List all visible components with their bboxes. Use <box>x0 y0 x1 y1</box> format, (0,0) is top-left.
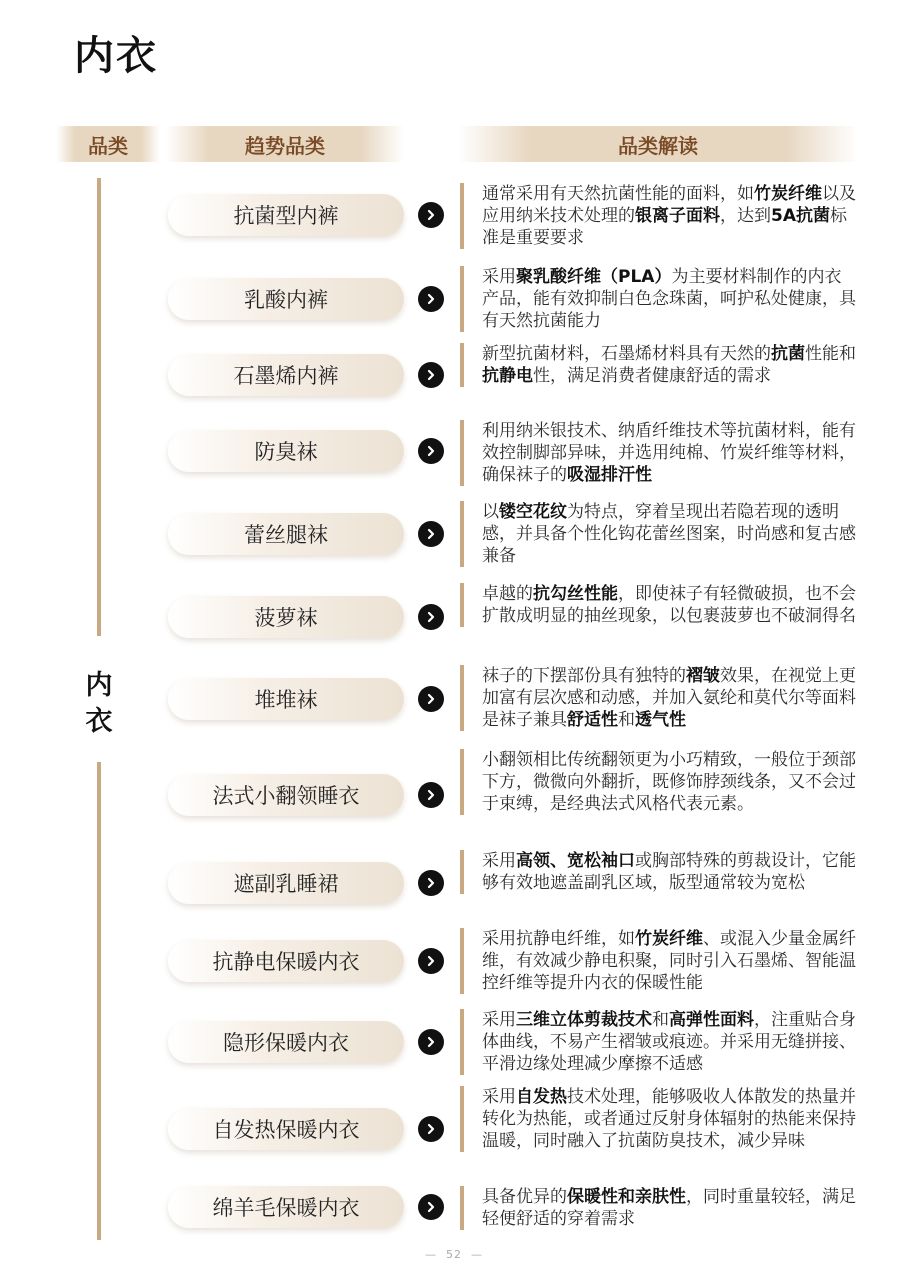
interpretation-text <box>460 343 856 387</box>
arrow-right-icon <box>418 1116 444 1142</box>
interpretation-text <box>460 749 856 815</box>
interpretation-text <box>460 1086 856 1152</box>
interpretation-text <box>460 501 856 567</box>
trend-item: 绵羊毛保暖内衣 <box>168 1186 404 1228</box>
arrow-right-icon <box>418 521 444 547</box>
arrow-right-icon <box>418 948 444 974</box>
category-line-top <box>97 178 101 636</box>
highlight-text: 自发热 <box>516 1087 567 1107</box>
highlight-text: 褶皱 <box>686 666 720 686</box>
text-segment: 卓越的 <box>482 584 533 604</box>
interpretation-text <box>460 928 856 994</box>
interpretation-text <box>460 1009 856 1075</box>
text-segment: 袜子的下摆部份具有独特的 <box>482 666 686 686</box>
trend-item: 抗菌型内裤 <box>168 194 404 236</box>
arrow-right-icon <box>418 362 444 388</box>
highlight-text: 银离子面料 <box>635 206 720 226</box>
highlight-text: 透气性 <box>635 710 686 730</box>
interpretation-text <box>460 1186 856 1230</box>
text-segment: 或胸部特殊的剪裁设计，它能够有效地遮盖副乳区域，版型通常较为宽松 <box>482 851 856 893</box>
interpretation-text <box>460 420 856 486</box>
text-segment: 以及应用纳米技术处理的 <box>482 184 856 226</box>
text-segment: 和 <box>618 710 635 730</box>
arrow-right-icon <box>418 1029 444 1055</box>
highlight-text: 镂空花纹 <box>499 502 567 522</box>
text-segment: 技术处理，能够吸收人体散发的热量并转化为热能，或者通过反射身体辐射的热能来保持温暖，同时融入了抗菌防臭技术，减少异味 <box>482 1087 856 1151</box>
arrow-right-icon <box>418 1194 444 1220</box>
text-segment: 采用 <box>482 851 516 871</box>
trend-item: 法式小翻领睡衣 <box>168 774 404 816</box>
arrow-right-icon <box>418 782 444 808</box>
interpretation-text <box>460 665 856 731</box>
highlight-text: 聚乳酸纤维（PLA） <box>516 267 672 287</box>
category-line-bottom <box>97 762 101 1240</box>
text-segment: 为主要材料制作的内衣产品，能有效抑制白色念珠菌，呵护私处健康，具有天然抗菌能力 <box>482 267 856 331</box>
arrow-right-icon <box>418 686 444 712</box>
page-footer: — 52 — <box>425 1248 483 1261</box>
arrow-right-icon <box>418 286 444 312</box>
text-segment: 通常采用有天然抗菌性能的面料，如 <box>482 184 754 204</box>
text-segment: 新型抗菌材料，石墨烯材料具有天然的 <box>482 344 771 364</box>
text-segment: ，同时重量较轻，满足轻便舒适的穿着需求 <box>482 1187 856 1229</box>
highlight-text: 抗勾丝性能 <box>533 584 618 604</box>
trend-item: 菠萝袜 <box>168 596 404 638</box>
trend-item: 乳酸内裤 <box>168 278 404 320</box>
text-segment: 具备优异的 <box>482 1187 567 1207</box>
highlight-text: 舒适性 <box>567 710 618 730</box>
highlight-text: 三维立体剪裁技术 <box>516 1010 652 1030</box>
trend-item: 抗静电保暖内衣 <box>168 940 404 982</box>
text-segment: 采用 <box>482 267 516 287</box>
text-segment: 采用抗静电纤维，如 <box>482 929 635 949</box>
text-segment: ，注重贴合身体曲线，不易产生褶皱或痕迹。并采用无缝拼接、平滑边缘处理减少摩擦不适感 <box>482 1010 856 1074</box>
interpretation-text <box>460 183 856 249</box>
header-category: 品类 <box>56 126 160 162</box>
header-interpretation: 品类解读 <box>458 126 858 162</box>
highlight-text: 抗菌 <box>771 344 805 364</box>
text-segment: ，达到 <box>720 206 771 226</box>
text-segment: 利用纳米银技术、纳盾纤维技术等抗菌材料，能有效控制脚部异味，并选用纯棉、竹炭纤维等材料，确保袜子的 <box>482 421 856 485</box>
arrow-right-icon <box>418 202 444 228</box>
category-label: 内衣 <box>85 670 113 737</box>
text-segment: 性能和 <box>805 344 856 364</box>
interpretation-text <box>460 850 856 894</box>
trend-item: 堆堆袜 <box>168 678 404 720</box>
trend-item: 遮副乳睡裙 <box>168 862 404 904</box>
text-segment: 以 <box>482 502 499 522</box>
highlight-text: 高领、宽松袖口 <box>516 851 635 871</box>
trend-item: 蕾丝腿袜 <box>168 513 404 555</box>
text-segment: 性，满足消费者健康舒适的需求 <box>533 366 771 386</box>
text-segment: 为特点，穿着呈现出若隐若现的透明感，并具备个性化钩花蕾丝图案，时尚感和复古感兼备 <box>482 502 856 566</box>
header-trend: 趋势品类 <box>166 126 404 162</box>
trend-item: 自发热保暖内衣 <box>168 1108 404 1150</box>
arrow-right-icon <box>418 870 444 896</box>
arrow-right-icon <box>418 438 444 464</box>
trend-item: 隐形保暖内衣 <box>168 1021 404 1063</box>
highlight-text: 5A抗菌 <box>771 206 830 226</box>
text-segment: 小翻领相比传统翻领更为小巧精致，一般位于颈部下方，微微向外翻折，既修饰脖颈线条，又不会过于束缚，是经典法式风格代表元素。 <box>482 750 856 814</box>
text-segment: 、或混入少量金属纤维，有效减少静电积聚，同时引入石墨烯、智能温控纤维等提升内衣的保暖性能 <box>482 929 856 993</box>
interpretation-text <box>460 266 856 332</box>
trend-item: 防臭袜 <box>168 430 404 472</box>
text-segment: 采用 <box>482 1087 516 1107</box>
highlight-text: 吸湿排汗性 <box>567 465 652 485</box>
highlight-text: 竹炭纤维 <box>635 929 703 949</box>
text-segment: ，即使袜子有轻微破损，也不会扩散成明显的抽丝现象，以包裹菠萝也不破洞得名 <box>482 584 856 626</box>
highlight-text: 抗静电 <box>482 366 533 386</box>
highlight-text: 保暖性和亲肤性 <box>567 1187 686 1207</box>
text-segment: 和 <box>652 1010 669 1030</box>
page-title: 内衣 <box>74 32 158 79</box>
highlight-text: 高弹性面料 <box>669 1010 754 1030</box>
highlight-text: 竹炭纤维 <box>754 184 822 204</box>
trend-item: 石墨烯内裤 <box>168 354 404 396</box>
arrow-right-icon <box>418 604 444 630</box>
interpretation-text <box>460 583 856 627</box>
page-number: 52 <box>446 1248 462 1261</box>
text-segment: 采用 <box>482 1010 516 1030</box>
text-segment: 效果，在视觉上更加富有层次感和动感，并加入氨纶和莫代尔等面料是袜子兼具 <box>482 666 856 730</box>
text-segment: 标准是重要要求 <box>482 206 847 248</box>
